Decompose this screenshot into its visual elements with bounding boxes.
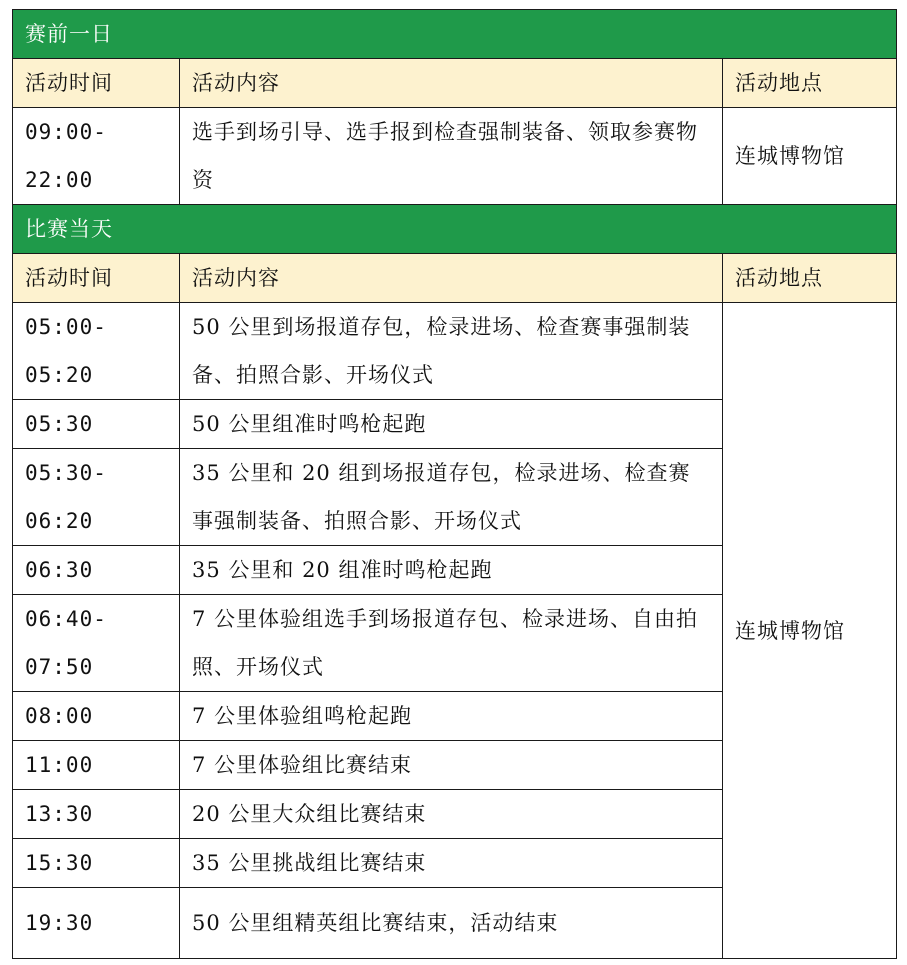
content-cell: 50 公里组准时鸣枪起跑 bbox=[180, 400, 723, 449]
content-cell: 7 公里体验组选手到场报道存包、检录进场、自由拍照、开场仪式 bbox=[180, 595, 723, 692]
time-cell: 06:30 bbox=[13, 546, 180, 595]
column-header-row bbox=[13, 254, 897, 303]
column-header-content: 活动内容 bbox=[180, 59, 723, 108]
time-cell: 05:00-05:20 bbox=[13, 303, 180, 400]
time-cell: 08:00 bbox=[13, 692, 180, 741]
column-header-row bbox=[13, 59, 897, 108]
table-row bbox=[13, 108, 897, 205]
column-header-time: 活动时间 bbox=[13, 254, 180, 303]
column-header-location: 活动地点 bbox=[723, 254, 897, 303]
content-cell: 选手到场引导、选手报到检查强制装备、领取参赛物资 bbox=[180, 108, 723, 205]
column-header-location: 活动地点 bbox=[723, 59, 897, 108]
table-row bbox=[13, 303, 897, 400]
time-cell: 06:40-07:50 bbox=[13, 595, 180, 692]
location-cell: 连城博物馆 bbox=[723, 108, 897, 205]
content-cell: 50 公里组精英组比赛结束，活动结束 bbox=[180, 888, 723, 959]
time-cell: 09:00-22:00 bbox=[13, 108, 180, 205]
time-cell: 05:30-06:20 bbox=[13, 449, 180, 546]
content-cell: 20 公里大众组比赛结束 bbox=[180, 790, 723, 839]
content-cell: 50 公里到场报道存包，检录进场、检查赛事强制装备、拍照合影、开场仪式 bbox=[180, 303, 723, 400]
section-title: 比赛当天 bbox=[13, 205, 897, 254]
time-cell: 11:00 bbox=[13, 741, 180, 790]
content-cell: 35 公里挑战组比赛结束 bbox=[180, 839, 723, 888]
time-cell: 13:30 bbox=[13, 790, 180, 839]
content-cell: 7 公里体验组鸣枪起跑 bbox=[180, 692, 723, 741]
column-header-time: 活动时间 bbox=[13, 59, 180, 108]
time-cell: 15:30 bbox=[13, 839, 180, 888]
content-cell: 35 公里和 20 组到场报道存包，检录进场、检查赛事强制装备、拍照合影、开场仪式 bbox=[180, 449, 723, 546]
time-cell: 19:30 bbox=[13, 888, 180, 959]
content-cell: 35 公里和 20 组准时鸣枪起跑 bbox=[180, 546, 723, 595]
time-cell: 05:30 bbox=[13, 400, 180, 449]
content-cell: 7 公里体验组比赛结束 bbox=[180, 741, 723, 790]
section-header-race-day bbox=[13, 205, 897, 254]
location-cell: 连城博物馆 bbox=[723, 303, 897, 959]
column-header-content: 活动内容 bbox=[180, 254, 723, 303]
schedule-table bbox=[12, 9, 897, 959]
section-header-day-before bbox=[13, 10, 897, 59]
section-title: 赛前一日 bbox=[13, 10, 897, 59]
